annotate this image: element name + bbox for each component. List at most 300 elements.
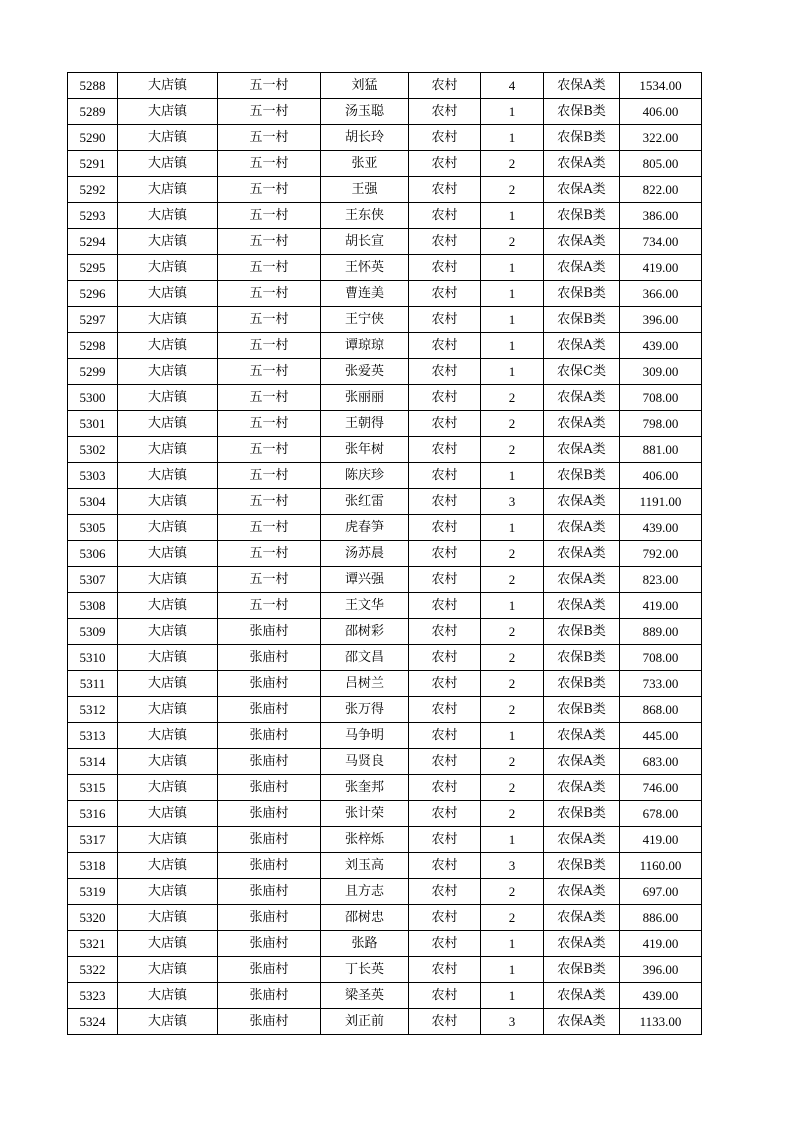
cell-amount: 386.00 <box>620 203 702 229</box>
cell-serial-number: 5290 <box>68 125 118 151</box>
cell-household-type: 农村 <box>409 203 481 229</box>
table-row <box>68 515 702 541</box>
cell-serial-number: 5311 <box>68 671 118 697</box>
table-row <box>68 229 702 255</box>
cell-household-size: 1 <box>481 255 544 281</box>
cell-village: 五一村 <box>218 515 321 541</box>
cell-town: 大店镇 <box>118 177 218 203</box>
cell-amount: 683.00 <box>620 749 702 775</box>
cell-household-size: 4 <box>481 73 544 99</box>
cell-town: 大店镇 <box>118 125 218 151</box>
cell-insurance-category: 农保A类 <box>544 73 620 99</box>
cell-name: 吕树兰 <box>321 671 409 697</box>
cell-household-type: 农村 <box>409 463 481 489</box>
cell-name: 邵文昌 <box>321 645 409 671</box>
cell-town: 大店镇 <box>118 541 218 567</box>
cell-insurance-category: 农保A类 <box>544 333 620 359</box>
cell-household-type: 农村 <box>409 801 481 827</box>
cell-name: 王怀英 <box>321 255 409 281</box>
cell-amount: 1160.00 <box>620 853 702 879</box>
cell-amount: 733.00 <box>620 671 702 697</box>
table-row <box>68 853 702 879</box>
cell-village: 五一村 <box>218 333 321 359</box>
cell-village: 五一村 <box>218 567 321 593</box>
cell-town: 大店镇 <box>118 827 218 853</box>
cell-serial-number: 5289 <box>68 99 118 125</box>
table-row <box>68 905 702 931</box>
cell-village: 五一村 <box>218 463 321 489</box>
cell-town: 大店镇 <box>118 1009 218 1035</box>
cell-household-type: 农村 <box>409 957 481 983</box>
cell-insurance-category: 农保A类 <box>544 983 620 1009</box>
cell-household-type: 农村 <box>409 983 481 1009</box>
table-row <box>68 125 702 151</box>
cell-name: 梁圣英 <box>321 983 409 1009</box>
cell-household-size: 3 <box>481 1009 544 1035</box>
cell-name: 张奎邦 <box>321 775 409 801</box>
cell-village: 五一村 <box>218 73 321 99</box>
cell-village: 张庙村 <box>218 879 321 905</box>
cell-name: 王文华 <box>321 593 409 619</box>
cell-insurance-category: 农保B类 <box>544 99 620 125</box>
cell-serial-number: 5288 <box>68 73 118 99</box>
cell-household-size: 1 <box>481 931 544 957</box>
cell-name: 张丽丽 <box>321 385 409 411</box>
cell-insurance-category: 农保B类 <box>544 463 620 489</box>
cell-name: 张梓烁 <box>321 827 409 853</box>
cell-insurance-category: 农保A类 <box>544 489 620 515</box>
cell-town: 大店镇 <box>118 801 218 827</box>
cell-serial-number: 5303 <box>68 463 118 489</box>
cell-town: 大店镇 <box>118 671 218 697</box>
cell-household-size: 2 <box>481 749 544 775</box>
cell-household-size: 2 <box>481 437 544 463</box>
cell-household-size: 2 <box>481 905 544 931</box>
cell-amount: 746.00 <box>620 775 702 801</box>
cell-serial-number: 5324 <box>68 1009 118 1035</box>
cell-name: 张红雷 <box>321 489 409 515</box>
cell-household-type: 农村 <box>409 879 481 905</box>
cell-household-type: 农村 <box>409 125 481 151</box>
table-row <box>68 567 702 593</box>
cell-insurance-category: 农保A类 <box>544 775 620 801</box>
cell-household-size: 2 <box>481 229 544 255</box>
cell-amount: 1191.00 <box>620 489 702 515</box>
cell-name: 谭琼琼 <box>321 333 409 359</box>
cell-village: 五一村 <box>218 125 321 151</box>
cell-household-type: 农村 <box>409 593 481 619</box>
cell-serial-number: 5292 <box>68 177 118 203</box>
cell-household-size: 2 <box>481 697 544 723</box>
cell-town: 大店镇 <box>118 411 218 437</box>
table-row <box>68 463 702 489</box>
cell-town: 大店镇 <box>118 567 218 593</box>
cell-serial-number: 5309 <box>68 619 118 645</box>
cell-household-type: 农村 <box>409 515 481 541</box>
cell-insurance-category: 农保A类 <box>544 879 620 905</box>
cell-household-type: 农村 <box>409 723 481 749</box>
cell-insurance-category: 农保A类 <box>544 411 620 437</box>
roster-table <box>67 72 702 1035</box>
cell-town: 大店镇 <box>118 359 218 385</box>
table-row <box>68 619 702 645</box>
cell-insurance-category: 农保A类 <box>544 151 620 177</box>
cell-name: 汤苏晨 <box>321 541 409 567</box>
cell-village: 张庙村 <box>218 801 321 827</box>
cell-insurance-category: 农保C类 <box>544 359 620 385</box>
cell-insurance-category: 农保A类 <box>544 385 620 411</box>
cell-household-size: 1 <box>481 593 544 619</box>
cell-insurance-category: 农保B类 <box>544 801 620 827</box>
cell-household-size: 2 <box>481 619 544 645</box>
cell-town: 大店镇 <box>118 255 218 281</box>
table-row <box>68 931 702 957</box>
cell-name: 王东侠 <box>321 203 409 229</box>
cell-town: 大店镇 <box>118 515 218 541</box>
cell-serial-number: 5297 <box>68 307 118 333</box>
cell-amount: 439.00 <box>620 515 702 541</box>
cell-serial-number: 5295 <box>68 255 118 281</box>
cell-name: 马争明 <box>321 723 409 749</box>
cell-household-type: 农村 <box>409 541 481 567</box>
cell-household-type: 农村 <box>409 281 481 307</box>
table-row <box>68 489 702 515</box>
cell-village: 张庙村 <box>218 775 321 801</box>
cell-insurance-category: 农保A类 <box>544 567 620 593</box>
cell-amount: 419.00 <box>620 827 702 853</box>
cell-amount: 1534.00 <box>620 73 702 99</box>
cell-town: 大店镇 <box>118 593 218 619</box>
cell-amount: 792.00 <box>620 541 702 567</box>
cell-amount: 868.00 <box>620 697 702 723</box>
cell-household-size: 2 <box>481 879 544 905</box>
table-row <box>68 775 702 801</box>
cell-insurance-category: 农保B类 <box>544 957 620 983</box>
cell-household-size: 1 <box>481 515 544 541</box>
table-row <box>68 437 702 463</box>
cell-household-size: 2 <box>481 645 544 671</box>
cell-insurance-category: 农保A类 <box>544 723 620 749</box>
cell-serial-number: 5315 <box>68 775 118 801</box>
cell-amount: 697.00 <box>620 879 702 905</box>
cell-household-type: 农村 <box>409 827 481 853</box>
cell-serial-number: 5323 <box>68 983 118 1009</box>
cell-serial-number: 5305 <box>68 515 118 541</box>
cell-village: 五一村 <box>218 489 321 515</box>
cell-amount: 406.00 <box>620 99 702 125</box>
cell-household-type: 农村 <box>409 697 481 723</box>
cell-town: 大店镇 <box>118 99 218 125</box>
cell-serial-number: 5298 <box>68 333 118 359</box>
table-row <box>68 411 702 437</box>
cell-amount: 881.00 <box>620 437 702 463</box>
cell-household-type: 农村 <box>409 489 481 515</box>
cell-insurance-category: 农保B类 <box>544 307 620 333</box>
cell-household-type: 农村 <box>409 73 481 99</box>
cell-amount: 445.00 <box>620 723 702 749</box>
cell-insurance-category: 农保B类 <box>544 853 620 879</box>
table-row <box>68 723 702 749</box>
cell-serial-number: 5308 <box>68 593 118 619</box>
cell-amount: 678.00 <box>620 801 702 827</box>
cell-household-type: 农村 <box>409 1009 481 1035</box>
cell-village: 张庙村 <box>218 931 321 957</box>
cell-household-size: 1 <box>481 307 544 333</box>
cell-amount: 396.00 <box>620 957 702 983</box>
cell-amount: 886.00 <box>620 905 702 931</box>
cell-village: 五一村 <box>218 229 321 255</box>
table-row <box>68 307 702 333</box>
cell-amount: 823.00 <box>620 567 702 593</box>
cell-name: 王朝得 <box>321 411 409 437</box>
cell-insurance-category: 农保A类 <box>544 1009 620 1035</box>
table-row <box>68 645 702 671</box>
cell-household-type: 农村 <box>409 749 481 775</box>
cell-household-type: 农村 <box>409 437 481 463</box>
cell-serial-number: 5306 <box>68 541 118 567</box>
cell-household-size: 2 <box>481 385 544 411</box>
cell-amount: 322.00 <box>620 125 702 151</box>
cell-amount: 419.00 <box>620 593 702 619</box>
cell-name: 刘玉高 <box>321 853 409 879</box>
cell-town: 大店镇 <box>118 463 218 489</box>
cell-serial-number: 5312 <box>68 697 118 723</box>
cell-village: 张庙村 <box>218 983 321 1009</box>
cell-insurance-category: 农保B类 <box>544 125 620 151</box>
cell-insurance-category: 农保A类 <box>544 177 620 203</box>
cell-name: 曹连美 <box>321 281 409 307</box>
cell-village: 五一村 <box>218 255 321 281</box>
cell-serial-number: 5314 <box>68 749 118 775</box>
cell-village: 五一村 <box>218 359 321 385</box>
cell-town: 大店镇 <box>118 905 218 931</box>
cell-serial-number: 5294 <box>68 229 118 255</box>
table-row <box>68 1009 702 1035</box>
cell-serial-number: 5313 <box>68 723 118 749</box>
cell-amount: 439.00 <box>620 983 702 1009</box>
cell-village: 五一村 <box>218 593 321 619</box>
cell-insurance-category: 农保B类 <box>544 645 620 671</box>
cell-insurance-category: 农保A类 <box>544 749 620 775</box>
cell-amount: 396.00 <box>620 307 702 333</box>
cell-village: 五一村 <box>218 203 321 229</box>
table-row <box>68 255 702 281</box>
cell-insurance-category: 农保A类 <box>544 827 620 853</box>
table-row <box>68 99 702 125</box>
cell-amount: 805.00 <box>620 151 702 177</box>
table-row <box>68 203 702 229</box>
cell-household-type: 农村 <box>409 385 481 411</box>
cell-name: 张年树 <box>321 437 409 463</box>
cell-serial-number: 5291 <box>68 151 118 177</box>
cell-serial-number: 5300 <box>68 385 118 411</box>
cell-serial-number: 5318 <box>68 853 118 879</box>
cell-town: 大店镇 <box>118 957 218 983</box>
cell-town: 大店镇 <box>118 489 218 515</box>
cell-village: 张庙村 <box>218 671 321 697</box>
cell-insurance-category: 农保A类 <box>544 931 620 957</box>
cell-insurance-category: 农保A类 <box>544 541 620 567</box>
cell-household-type: 农村 <box>409 333 481 359</box>
cell-household-type: 农村 <box>409 99 481 125</box>
cell-name: 刘猛 <box>321 73 409 99</box>
cell-name: 张爱英 <box>321 359 409 385</box>
cell-amount: 734.00 <box>620 229 702 255</box>
cell-name: 张亚 <box>321 151 409 177</box>
cell-serial-number: 5304 <box>68 489 118 515</box>
cell-household-size: 1 <box>481 827 544 853</box>
cell-amount: 889.00 <box>620 619 702 645</box>
cell-village: 五一村 <box>218 177 321 203</box>
cell-household-type: 农村 <box>409 177 481 203</box>
cell-name: 胡长宣 <box>321 229 409 255</box>
table-row <box>68 333 702 359</box>
table-row <box>68 385 702 411</box>
cell-serial-number: 5296 <box>68 281 118 307</box>
table-row <box>68 151 702 177</box>
table-row <box>68 879 702 905</box>
cell-insurance-category: 农保A类 <box>544 229 620 255</box>
cell-serial-number: 5322 <box>68 957 118 983</box>
cell-household-size: 1 <box>481 125 544 151</box>
cell-household-size: 1 <box>481 281 544 307</box>
cell-household-size: 1 <box>481 203 544 229</box>
cell-amount: 439.00 <box>620 333 702 359</box>
cell-village: 张庙村 <box>218 827 321 853</box>
cell-insurance-category: 农保A类 <box>544 905 620 931</box>
cell-household-type: 农村 <box>409 411 481 437</box>
cell-insurance-category: 农保B类 <box>544 619 620 645</box>
cell-town: 大店镇 <box>118 931 218 957</box>
cell-insurance-category: 农保A类 <box>544 255 620 281</box>
cell-town: 大店镇 <box>118 437 218 463</box>
cell-amount: 419.00 <box>620 931 702 957</box>
cell-household-size: 1 <box>481 463 544 489</box>
cell-serial-number: 5307 <box>68 567 118 593</box>
cell-village: 五一村 <box>218 307 321 333</box>
table-row <box>68 541 702 567</box>
cell-household-type: 农村 <box>409 307 481 333</box>
cell-amount: 822.00 <box>620 177 702 203</box>
cell-town: 大店镇 <box>118 645 218 671</box>
cell-name: 丁长英 <box>321 957 409 983</box>
cell-household-size: 2 <box>481 411 544 437</box>
cell-name: 张万得 <box>321 697 409 723</box>
cell-household-type: 农村 <box>409 671 481 697</box>
cell-serial-number: 5317 <box>68 827 118 853</box>
cell-town: 大店镇 <box>118 73 218 99</box>
cell-amount: 366.00 <box>620 281 702 307</box>
cell-village: 张庙村 <box>218 645 321 671</box>
cell-village: 五一村 <box>218 151 321 177</box>
cell-household-size: 2 <box>481 177 544 203</box>
cell-household-type: 农村 <box>409 905 481 931</box>
cell-insurance-category: 农保A类 <box>544 593 620 619</box>
cell-village: 张庙村 <box>218 749 321 775</box>
cell-household-type: 农村 <box>409 255 481 281</box>
cell-town: 大店镇 <box>118 879 218 905</box>
table-row <box>68 827 702 853</box>
cell-household-type: 农村 <box>409 645 481 671</box>
cell-town: 大店镇 <box>118 229 218 255</box>
cell-amount: 309.00 <box>620 359 702 385</box>
cell-name: 邵树彩 <box>321 619 409 645</box>
cell-village: 五一村 <box>218 437 321 463</box>
cell-household-type: 农村 <box>409 619 481 645</box>
cell-village: 张庙村 <box>218 957 321 983</box>
table-row <box>68 359 702 385</box>
cell-name: 谭兴强 <box>321 567 409 593</box>
cell-household-size: 3 <box>481 489 544 515</box>
cell-amount: 708.00 <box>620 645 702 671</box>
table-row <box>68 749 702 775</box>
cell-town: 大店镇 <box>118 151 218 177</box>
cell-village: 五一村 <box>218 411 321 437</box>
cell-town: 大店镇 <box>118 853 218 879</box>
cell-household-size: 2 <box>481 541 544 567</box>
cell-town: 大店镇 <box>118 775 218 801</box>
cell-town: 大店镇 <box>118 307 218 333</box>
cell-town: 大店镇 <box>118 749 218 775</box>
cell-town: 大店镇 <box>118 983 218 1009</box>
cell-household-type: 农村 <box>409 853 481 879</box>
cell-household-size: 1 <box>481 333 544 359</box>
cell-village: 五一村 <box>218 541 321 567</box>
cell-name: 王宁侠 <box>321 307 409 333</box>
cell-village: 五一村 <box>218 281 321 307</box>
cell-village: 张庙村 <box>218 723 321 749</box>
cell-serial-number: 5321 <box>68 931 118 957</box>
cell-name: 张计荣 <box>321 801 409 827</box>
roster-body <box>68 73 702 1035</box>
cell-serial-number: 5299 <box>68 359 118 385</box>
table-row <box>68 983 702 1009</box>
cell-name: 虎春笋 <box>321 515 409 541</box>
cell-name: 陈庆珍 <box>321 463 409 489</box>
cell-serial-number: 5320 <box>68 905 118 931</box>
cell-serial-number: 5293 <box>68 203 118 229</box>
cell-village: 张庙村 <box>218 619 321 645</box>
cell-household-type: 农村 <box>409 359 481 385</box>
table-row <box>68 801 702 827</box>
cell-household-size: 3 <box>481 853 544 879</box>
cell-household-size: 2 <box>481 775 544 801</box>
cell-village: 张庙村 <box>218 853 321 879</box>
cell-village: 张庙村 <box>218 905 321 931</box>
cell-amount: 798.00 <box>620 411 702 437</box>
cell-household-size: 1 <box>481 723 544 749</box>
table-row <box>68 593 702 619</box>
cell-town: 大店镇 <box>118 723 218 749</box>
cell-name: 马贤良 <box>321 749 409 775</box>
cell-village: 张庙村 <box>218 697 321 723</box>
cell-serial-number: 5302 <box>68 437 118 463</box>
table-row <box>68 73 702 99</box>
cell-household-type: 农村 <box>409 151 481 177</box>
table-row <box>68 671 702 697</box>
cell-amount: 419.00 <box>620 255 702 281</box>
table-row <box>68 697 702 723</box>
cell-household-size: 2 <box>481 801 544 827</box>
table-row <box>68 281 702 307</box>
cell-household-type: 农村 <box>409 775 481 801</box>
cell-name: 邵树忠 <box>321 905 409 931</box>
cell-household-size: 2 <box>481 151 544 177</box>
cell-household-type: 农村 <box>409 931 481 957</box>
cell-name: 王强 <box>321 177 409 203</box>
cell-household-type: 农村 <box>409 229 481 255</box>
cell-household-type: 农村 <box>409 567 481 593</box>
